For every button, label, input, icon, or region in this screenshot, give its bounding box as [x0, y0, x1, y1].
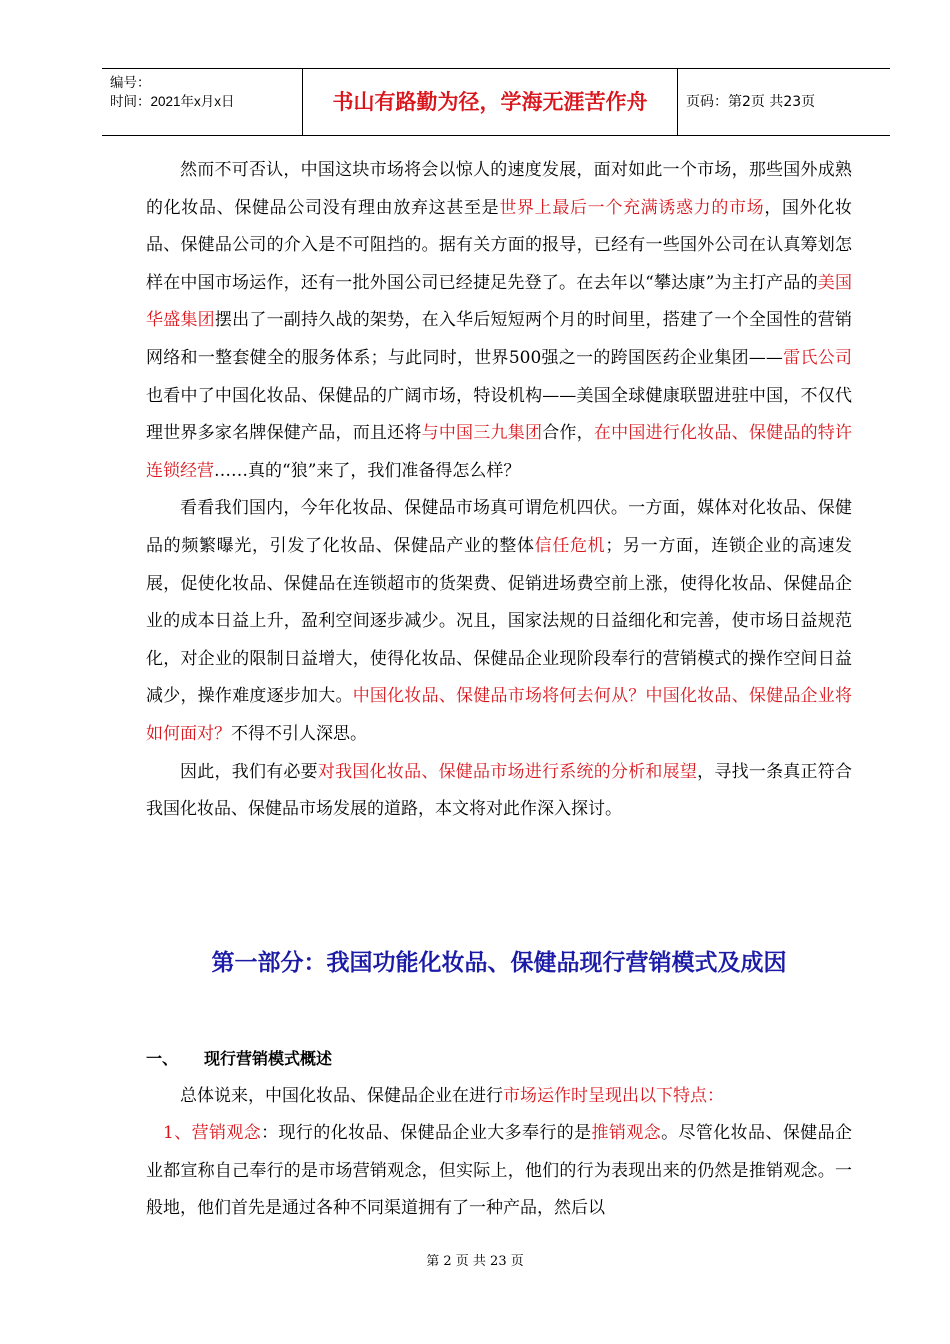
- header-motto: 书山有路勤为径，学海无涯苦作舟: [302, 69, 678, 135]
- paragraph-text: 因此，我们有必要: [180, 761, 318, 782]
- document-code-label: 编号：: [110, 75, 151, 90]
- part-title: 第一部分：我国功能化妆品、保健品现行营销模式及成因: [211, 950, 787, 976]
- section-intro-plain: 总体说来，中国化妆品、保健品企业在进行: [180, 1085, 503, 1106]
- item-label: 1、营销观念: [163, 1123, 262, 1144]
- highlighted-text: 美国华盛集团: [146, 272, 852, 331]
- paragraph-text: 也看中了中国化妆品、保健品的广阔市场，特设机构——美国全球健康联盟进驻中国，不仅代理世界多家名牌保健产品，而且还将: [146, 385, 852, 444]
- section-number: 一、: [146, 1049, 179, 1068]
- section-intro-highlight: 市场运作时呈现出以下特点：: [503, 1085, 724, 1106]
- paragraph-text: ；另一方面，连锁企业的高速发展，促使化妆品、保健品在连锁超市的货架费、促销进场费空前上涨，使得化妆品、保健品企业的成本日益上升，盈利空间逐步减少。况且，国家法规的日益细化和完善，使市场日益规范化，对企业的限制日益增大，使得化妆品、保健品企业现阶段奉行的营销模式的操作空间日益减少，操作难度逐步加大。: [146, 535, 853, 707]
- paragraph-text: ，寻找一条真正符合我国化妆品、保健品市场发展的道路，本文将对此作深入探讨。: [146, 761, 853, 820]
- paragraph-text: 摆出了一副持久战的架势，在入华后短短两个月的时间里，搭建了一个全国性的营销网络和一整套健全的服务体系；与此同时，世界500强之一的跨国医药企业集团——: [146, 310, 853, 368]
- section-intro: [146, 1078, 852, 1116]
- body-paragraph: [146, 152, 852, 490]
- section-one: [146, 1040, 852, 1228]
- item-text-2: 。尽管化妆品、保健品企业都宣称自己奉行的是市场营销观念，但实际上，他们的行为表现出来的仍然是推销观念。一般地，他们首先是通过各种不同渠道拥有了一种产品，然后以: [146, 1123, 852, 1219]
- section-item-1: [146, 1115, 852, 1228]
- page-footer: 第 2 页 共 23 页: [426, 1254, 524, 1269]
- body-text: [146, 152, 852, 829]
- header-meta: [102, 69, 302, 135]
- highlighted-text: 信任危机: [534, 535, 606, 556]
- item-text-1: ：现行的化妆品、保健品企业大多奉行的是: [261, 1123, 592, 1144]
- body-paragraph: [146, 754, 852, 829]
- section-heading-text: 现行营销模式概述: [204, 1049, 333, 1068]
- paragraph-text: 然而不可否认，中国这块市场将会以惊人的速度发展，面对如此一个市场，那些国外成熟的化妆品、保健品公司没有理由放弃这甚至是: [146, 160, 852, 218]
- paragraph-text: 不得不引人深思。: [231, 723, 367, 744]
- highlighted-text: 在中国进行化妆品、保健品的特许连锁经营: [146, 423, 853, 481]
- paragraph-text: ……真的“狼”来了，我们准备得怎么样？: [214, 460, 521, 481]
- paragraph-text: 看看我们国内，今年化妆品、保健品市场真可谓危机四伏。一方面，媒体对化妆品、保健品的频繁曝光，引发了化妆品、保健品产业的整体: [146, 498, 852, 556]
- paragraph-text: ，国外化妆品、保健品公司的介入是不可阻挡的。据有关方面的报导，已经有一些国外公司在认真筹划怎样在中国市场运作，还有一批外国公司已经捷足先登了。在去年以“攀达康”为主打产品的: [146, 197, 853, 293]
- highlighted-text: 中国化妆品、保健品市场将何去何从？中国化妆品、保健品企业将如何面对？: [146, 686, 853, 744]
- body-paragraph: [146, 490, 852, 753]
- highlighted-text: 与中国三九集团: [421, 423, 543, 444]
- document-date: 时间：2021年x月x日: [110, 94, 235, 109]
- section-heading: [146, 1040, 852, 1078]
- paragraph-text: 合作，: [542, 423, 594, 444]
- item-highlight: 推销观念: [591, 1123, 662, 1144]
- highlighted-text: 世界上最后一个充满诱惑力的市场: [499, 197, 765, 218]
- page-header: [102, 68, 890, 136]
- highlighted-text: 对我国化妆品、保健品市场进行系统的分析和展望: [317, 761, 698, 782]
- header-page-info: 页码：第2页 共23页: [686, 94, 816, 110]
- highlighted-text: 雷氏公司: [782, 347, 853, 368]
